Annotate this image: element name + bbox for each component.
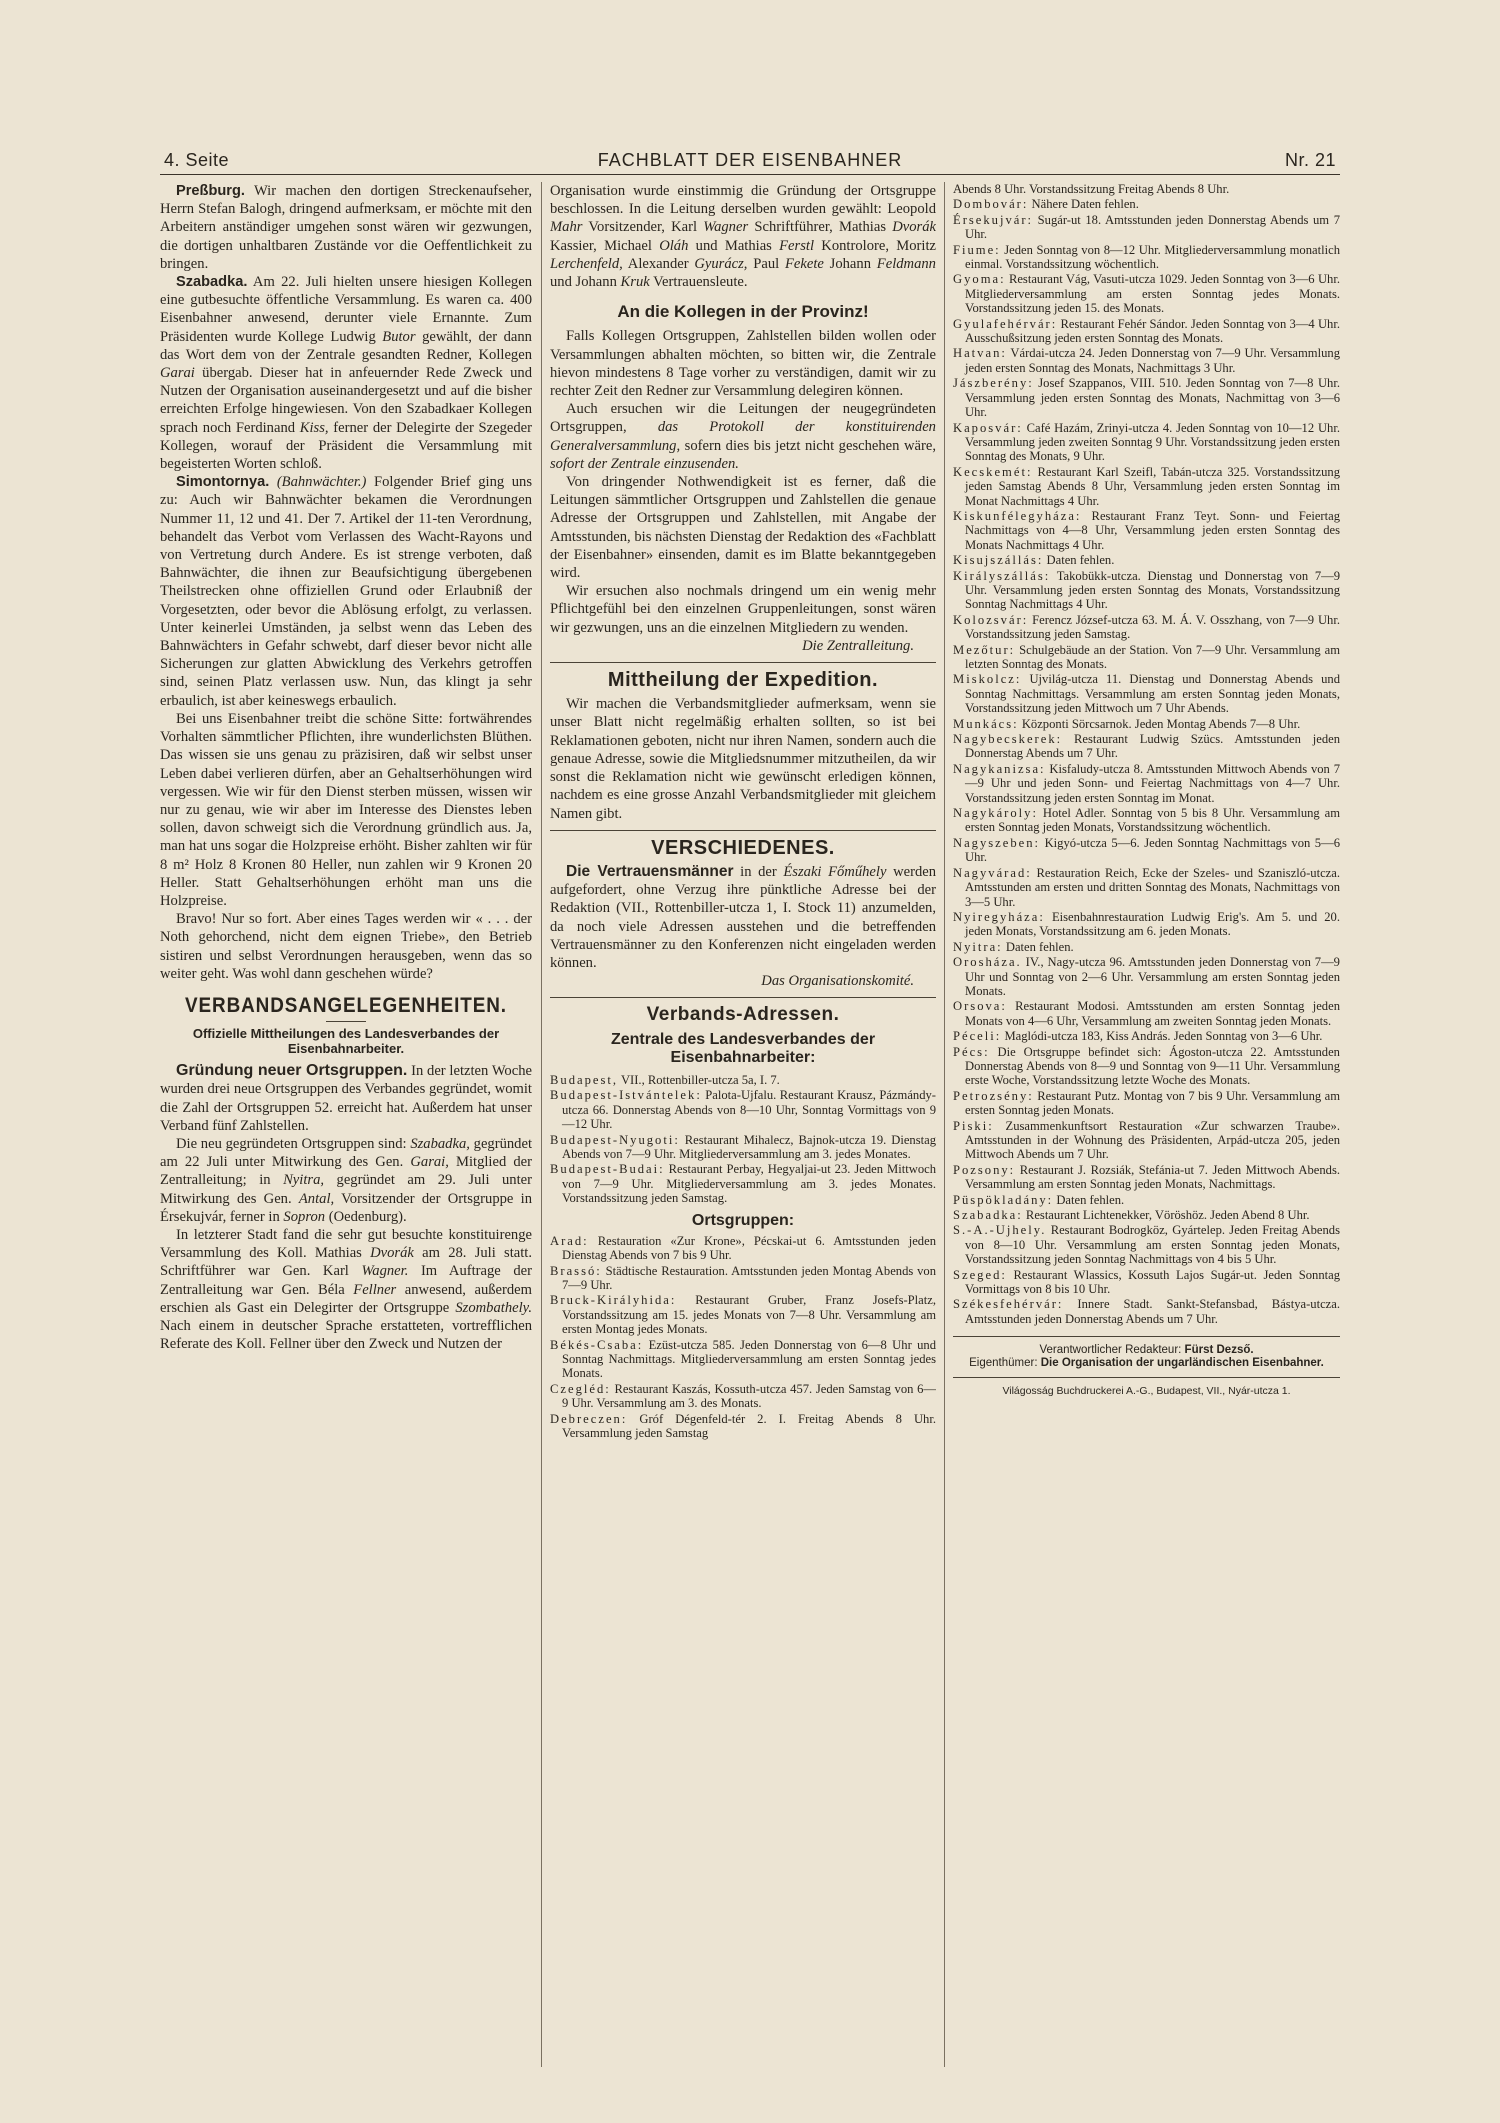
address-place: Kolozsvár: [953,612,1029,627]
divider [326,1021,366,1022]
address-entry [953,866,1340,909]
address-entry [953,732,1340,761]
address-entry [953,613,1340,642]
signature: Die Zentralleitung. [802,637,914,654]
address-entry [953,243,1340,272]
address-place: Debreczen: [550,1411,628,1426]
address-entry [953,672,1340,715]
address-details: Restaurant Ludwig Szücs. Amtsstunden jeden Donnerstag Abends um 7 Uhr. [965,732,1340,761]
address-entry [953,806,1340,835]
address-details: Restaurant Lichtenekker, Vöröshöz. Jeden Abend 8 Uhr. [1025,1208,1310,1223]
address-details: Eisenbahnrestauration Ludwig Erig's. Am 5. und 20. jeden Monats, Vorstandssitzung am 6. jeden Monats. [965,909,1340,939]
paragraph: Organisation wurde einstimmig die Gründung der Ortsgruppe beschlossen. In die Leitung derselben wurden gewählt: Leopold Mahr Vorsitzender, Karl Wagner Schriftführer, Mathias Dvorák Kassier, Michael Oláh und Mathias Ferstl Kontrolore, Moritz Lerchenfeld, Alexander Gyurácz, Paul Fekete Johann Feldmann und Johann Kruk Vertrauensleute. [550,183,936,291]
address-place: Brassó: [550,1263,602,1278]
address-place: Kaposvár: [953,420,1023,435]
address-place: Nyitra: [953,939,1003,954]
address-details: Restauration Reich, Ecke der Szeles- und Szaniszló-utcza. Amtsstunden am ersten und dritten Sonntag des Monats, Nachmittags von 3—5 Uhr. [965,865,1340,909]
address-entry [550,1338,936,1381]
section-title-verbandsangelegenheiten: VERBANDSANGELEGENHEITEN. [185,993,507,1017]
address-entry [953,465,1340,508]
address-place: Gyoma: [953,272,1006,287]
address-entry [953,182,1340,196]
address-entry [953,1029,1340,1043]
address-details: Kigyó-utcza 5—6. Jeden Sonntag Nachmittags von 5—6 Uhr. [965,835,1340,865]
address-entry [550,1073,936,1087]
paragraph: Bravo! Nur so fort. Aber eines Tages werden wir « . . . der Noth gehorchend, nicht dem eignen Triebe», den Betrieb sistiren und selbst Verordnungen herausgeben, wenn das so weiter geht. Was wohl dann geschehen würde? [160,911,532,982]
address-entry [953,1089,1340,1118]
address-place: Péceli: [953,1029,1002,1044]
address-details: Restaurant Fehér Sándor. Jeden Sonntag von 3—4 Uhr. Ausschußsitzung jeden ersten Sonntag des Monats. [965,316,1340,346]
address-place: Budapest-Nyugoti: [550,1132,680,1147]
address-entry [953,836,1340,865]
address-place: Petrozsény: [953,1088,1034,1103]
address-entry [953,272,1340,315]
address-details: Maglódi-utcza 183, Kiss András. Jeden Sonntag von 3—6 Uhr. [1004,1029,1323,1044]
address-entry [550,1412,936,1441]
divider [953,1377,1340,1378]
paragraph: Auch ersuchen wir die Leitungen der neugegründeten Ortsgruppen, das Protokoll der konstituirenden Generalversammlung, sofern dies bis jetzt nicht geschehen wäre, sofort der Zentrale einzusenden. [550,401,936,472]
address-details: Innere Stadt. Sankt-Stefansbad, Bástya-utcza. Amtsstunden jeden Donnerstag Abends um 7 Uhr. [965,1297,1340,1326]
address-place: Budapest-Budai: [550,1162,665,1177]
address-entry [953,421,1340,464]
address-entry [550,1293,936,1336]
address-place: Hatvan: [953,346,1007,361]
address-entry [953,940,1340,954]
address-entry [550,1264,936,1293]
paragraph: Falls Kollegen Ortsgruppen, Zahlstellen bilden wollen oder Versammlungen abhalten möchten, so bitten wir, die Zentrale hievon mindestens 8 Tage vorher zu verständigen, damit wir zu rechter Zeit den Redner zur Versammlung delegiren können. [550,328,936,400]
paragraph: Die Vertrauensmänner in der Északi Főműhely werden aufgefordert, ohne Verzug ihre pünktliche Adresse bei der Redaktion (VII., Rottenbiller-utcza 1, I. Stock 11) anzumelden, da noch viele Adressen ausstehen und die betreffenden Vertrauensmänner zu den Konferenzen nicht eingeladen werden können. [550,862,936,971]
address-details: Kisfaludy-utcza 8. Amtsstunden Mittwoch Abends von 7—9 Uhr und jeden Sonn- und Feiertag Nachmittags von 4—7 Uhr. Vorstandssitzung jeden ersten Sonntag im Monat. [965,761,1340,805]
address-entry [953,553,1340,567]
address-details: Städtische Restauration. Amtsstunden jeden Montag Abends von 7—9 Uhr. [562,1263,936,1293]
newspaper-page [160,140,1340,2080]
address-place: Kisujszállás: [953,553,1044,568]
address-details: Restaurant Putz. Montag von 7 bis 9 Uhr. Versammlung am ersten Sonntag jeden Monats. [965,1088,1340,1118]
address-details: Restaurant Bodrogköz, Gyártelep. Jeden Freitag Abends von 8—10 Uhr. Versammlung am ersten Sonntag jeden Monats, Vorstandssitzung jeden Sonntag Nachmittags von 4 bis 5 Uhr. [965,1223,1340,1267]
address-place: Békés-Csaba: [550,1337,644,1352]
editor-credit: Verantwortlicher Redakteur: Fürst Dezső. [1039,1344,1254,1357]
address-place: Munkács: [953,716,1019,731]
address-list-ortsgruppen [550,1234,936,1441]
column-divider [944,182,945,2067]
address-details: Ferencz József-utcza 63. M. Á. V. Osszhang, von 7—9 Uhr. Vorstandssitzung jeden Samstag. [965,612,1340,642]
address-place: Czegléd: [550,1381,611,1396]
page-number: 4. Seite [164,150,230,170]
address-place: Érsekujvár: [953,212,1034,227]
address-place: Jászberény: [953,376,1034,391]
address-details: Restaurant Karl Szeifl, Tabán-utcza 325. Vorstandssitzung jeden Samstag Abends 8 Uhr, Versammlung jeden ersten Sonntag im Monat Nachmittags 4 Uhr. [965,464,1340,508]
paragraph: Die neu gegründeten Ortsgruppen sind: Szabadka, gegründet am 22 Juli unter Mitwirkung des Gen. Garai, Mitglied der Zentralleitung; in Nyitra, gegründet am 29. Juli unter Mitwirkung des Gen. Antal, Vorsitzender der Ortsgruppe in Érsekujvár, ferner in Sopron (Oedenburg). [160,1135,532,1225]
address-entry [953,509,1340,552]
divider [550,662,936,663]
address-details: Jeden Sonntag von 8—12 Uhr. Mitgliederversammlung monatlich einmal. Vorstandssitzung wöchentlich. [965,242,1340,272]
owner-credit: Eigenthümer: Die Organisation der ungarländischen Eisenbahner. [969,1357,1324,1370]
address-entry [953,1193,1340,1207]
address-place: Szabadka: [953,1208,1023,1223]
address-details: Várdai-utcza 24. Jeden Donnerstag von 7—9 Uhr. Versammlung jeden ersten Sonntag des Monats, Nachmittags 3 Uhr. [965,346,1340,375]
address-entry [953,1045,1340,1088]
address-details: Takobükk-utcza. Dienstag und Donnerstag von 7—9 Uhr. Versammlung jeden ersten Sonntag des Monats, Vorstandssitzung Sonntag Nachmittags 4 Uhr. [965,568,1340,612]
printer-credit: Világosság Buchdruckerei A.-G., Budapest, VII., Nyár-utcza 1. [1002,1385,1291,1398]
address-entry [953,955,1340,998]
paragraph: Von dringender Nothwendigkeit ist es ferner, daß die Leitungen sämmtlicher Ortsgruppen und Zahlstellen die genaue Adresse der Ortsgruppen und Zahlstellen, mit Angabe der Amtsstunden, bis nächsten Dienstag der Redaktion des «Fachblatt der Eisenbahner» einsenden, damit es im Blatte bekanntgegeben wird. [550,474,936,582]
address-place: Gyulafehérvár: [953,316,1058,331]
paragraph: Bei uns Eisenbahner treibt die schöne Sitte: fortwährendes Vorhalten sämmtlicher Pflichten, ihre wunderlichsten Blüthen. Das wissen sie uns genau zu präzisiren, daß wir selbst unser Leben dabei verlieren dürfen, aber an Gehaltserhöhungen wird vergessen. Wie wir für den Dienst sterben müssen, wissen wir nur zu genau, wie wir aber im Interesse des Dienstes leben sollen, davon schweigt sich die Verordnung gründlich aus. Ja, man hat uns sogar die Holzpreise erhöht. Bisher zahlten wir für 8 m² Holz 8 Kronen 80 Heller, nun zahlen wir 9 Kronen 20 Heller. Statt Gehaltserhöhungen erhöht man uns die Holzpreise. [160,710,532,909]
address-place: Nagyszeben: [953,835,1041,850]
address-place: Mezőtur: [953,642,1016,657]
address-details: Központi Sörcsarnok. Jeden Montag Abends 7—8 Uhr. [1021,716,1301,731]
divider [953,1336,1340,1337]
subsection-title-ortsgruppen: Ortsgruppen: [691,1211,795,1229]
address-entry [953,376,1340,419]
address-entry [953,317,1340,346]
subsection-title-zentrale: Zentrale des Landesverbandes der Eisenbahnarbeiter: [610,1030,876,1066]
section-subtitle: Offizielle Mittheilungen des Landesverbandes der Eisenbahnarbeiter. [192,1026,500,1057]
article-szabadka: Szabadka. Am 22. Juli hielten unsere hiesigen Kollegen eine gutbesuchte öffentliche Versammlung. Es waren ca. 400 Eisenbahner anwesend, derunter viele Ernannte. Zum Präsidenten wurde Kollege Ludwig Butor gewählt, der dann das Wort dem von der Zentrale gesandten Redner, Kollegen Garai übergab. Dieser hat in anfeuernder Rede Zweck und Nutzen der Organisation auseinandergesetzt und auf die bisher erreichten Erfolge hingewiesen. Von den Szabadkaer Kollegen sprach noch Ferdinand Kiss, ferner der Delegirte der Szegeder Kollegen, worauf der Präsident die Versammlung mit begeisterten Worten schloß. [160,274,532,473]
section-title-provinz: An die Kollegen in der Provinz! [617,302,869,322]
address-details: IV., Nagy-utcza 96. Amtsstunden jeden Donnerstag von 7—9 Uhr und Sonntag von 2—6 Uhr. Versammlung am ersten Sonntag jeden Monats. [965,955,1340,998]
article-gruendung: Gründung neuer Ortsgruppen. In der letzten Woche wurden drei neue Ortsgruppen des Verbandes gegründet, womit die Zahl der Ortsgruppen 52. erreicht hat. Außerdem hat unser Verband fünf Zahlstellen. [160,1062,532,1134]
address-details: Restaurant Perbay, Hegyaljai-ut 23. Jeden Mittwoch von 7—9 Uhr. Mitgliederversammlung am 3. jedes Monates. Vorstandssitzung jeden Samstag. [562,1162,936,1206]
paragraph: In letzterer Stadt fand die sehr gut besuchte konstituirenge Versammlung des Koll. Mathias Dvorák am 28. Juli statt. Schriftführer war Gen. Karl Wagner. Im Auftrage der Zentralleitung war Gen. Béla Fellner anwesend, außerdem erschien als Gast ein Delegirter der Ortsgruppe Szombathely. Nach einem in deutscher Sprache erstatteten, vortrefflichen Referate des Koll. Fellner über den Zweck und Nutzen der [160,1226,532,1353]
address-details: Restauration «Zur Krone», Pécskai-ut 6. Amtsstunden jeden Dienstag Abends von 7 bis 9 Uhr. [562,1233,936,1263]
section-title-verschiedenes: VERSCHIEDENES. [651,836,835,859]
address-place: S.-A.-Ujhely. [953,1223,1047,1238]
address-place: Orosháza. [953,955,1022,970]
address-entry [953,213,1340,242]
address-place: Dombovár: [953,197,1029,212]
divider [550,997,936,998]
address-details: Abends 8 Uhr. Vorstandssitzung Freitag Abends 8 Uhr. [953,182,1230,196]
address-entry [953,999,1340,1028]
address-place: Budapest-Istvántelek: [550,1088,702,1103]
address-details: Café Hazám, Zrinyi-utcza 4. Jeden Sonntag von 10—12 Uhr. Versammlung jeden zweiten Sonntag 9 Uhr. Vorstandssitzung jeden ersten Sonntag des Monats, 9 Uhr. [965,420,1340,464]
address-entry [953,1119,1340,1162]
address-entry [953,569,1340,612]
address-place: Püspökladány: [953,1192,1054,1207]
address-place: Pécs: [953,1044,990,1059]
address-place: Pozsony: [953,1162,1016,1177]
address-details: Die Ortsgruppe befindet sich: Ágoston-utcza 22. Amtsstunden Donnerstag Abends von 8—9 und Sonntag von 9—11 Uhr. Versammlung erste Woche, Vorstandssitzung letzte Woche des Monats. [965,1044,1340,1088]
address-entry [550,1234,936,1263]
address-place: Nagykároly: [953,806,1038,821]
address-place: Nyiregyháza: [953,909,1045,924]
address-entry [953,1268,1340,1297]
address-place: Piski: [953,1118,994,1133]
divider [550,830,936,831]
address-details: Ujvilág-utcza 11. Dienstag und Donnerstag Abends und Sonntag Nachmittags. Versammlung am ersten Sonntag jeden Monats, Vorstandssitzung jeden Mittwoch um 7 Uhr Abends. [965,672,1340,716]
section-title-adressen: Verbands-Adressen. [646,1004,840,1026]
address-details: VII., Rottenbiller-utcza 5a, I. 7. [620,1072,780,1087]
address-entry [953,762,1340,805]
address-place: Arad: [550,1233,589,1248]
publication-title: FACHBLATT DER EISENBAHNER [597,150,903,170]
address-details: Restaurant Modosi. Amtsstunden am ersten Sonntag jeden Monats von 4—6 Uhr, Versammlung am zweiten Sonntag jeden Monats. [965,999,1340,1028]
signature: Das Organisationskomité. [761,973,914,990]
paragraph: Wir machen die Verbandsmitglieder aufmerksam, wenn sie unser Blatt nicht regelmäßig erhalten sollten, so ist bei Reklamationen geboten, nicht nur ihren Namen, sondern auch die genaue Adresse, sowie die Mitgliedsnummer mitzutheilen, da wir sonst die Reklamation nicht wie gewünscht erledigen können, nachdem es eine grosse Anzahl Verbandsmitglieder mit gleichem Namen gibt. [550,696,936,822]
address-entry [550,1162,936,1205]
address-place: Kiskunfélegyháza: [953,508,1082,523]
address-entry [953,1297,1340,1326]
column-3 [953,182,1340,2072]
address-entry [953,1223,1340,1266]
address-place: Székesfehérvár: [953,1297,1064,1312]
issue-number: Nr. 21 [1284,150,1336,170]
section-title-expedition: Mittheilung der Expedition. [607,669,879,692]
address-details: Zusammenkunftsort Restauration «Zur schwarzen Traube». Amtsstunden in der Wohnung des Präsidenten, Arpád-utcza 205, jeden Mittwoch Abends um 7 Uhr. [965,1118,1340,1162]
address-list-zentrale [550,1073,936,1206]
address-place: Nagyvárad: [953,865,1032,880]
page-header [160,148,1340,175]
address-entry [953,1208,1340,1222]
address-details: Restaurant J. Rozsiák, Stefánia-ut 7. Jeden Mittwoch Abends. Versammlung am ersten Sonntag jeden Monats, Nachmittags. [965,1162,1340,1192]
address-place: Fiume: [953,242,1001,257]
address-details: Restaurant Wlassics, Kossuth Lajos Sugár-ut. Jeden Sonntag Vormittags von 8 bis 10 Uhr. [965,1267,1340,1297]
column-divider [541,182,542,2067]
address-entry [953,717,1340,731]
address-entry [953,1163,1340,1192]
address-place: Budapest, [550,1072,619,1087]
address-place: Szeged: [953,1267,1007,1282]
address-details: Restaurant Franz Teyt. Sonn- und Feiertag Nachmittags von 4—8 Uhr, Versammlung jeden ersten Sonntag des Monats Nachmittags 4 Uhr. [965,508,1340,552]
address-details: Daten fehlen. [1046,553,1115,568]
address-details: Daten fehlen. [1005,939,1074,954]
address-entry [550,1133,936,1162]
address-place: Miskolcz: [953,672,1022,687]
address-details: Restaurant Mihalecz, Bajnok-utcza 19. Dienstag Abends von 7—9 Uhr. Mitgliederversammlung am 3. jedes Monates. [562,1132,936,1161]
address-place: Orsova: [953,999,1007,1014]
address-details: Gróf Dégenfeld-tér 2. I. Freitag Abends 8 Uhr. Versammlung jeden Samstag [562,1411,936,1441]
address-details: Schulgebäude an der Station. Von 7—9 Uhr. Versammlung am letzten Sonntag des Monats. [965,642,1340,671]
address-details: Palota-Ujfalu. Restaurant Krausz, Pázmándy-utcza 66. Donnerstag Abends von 8—10 Uhr, Sonntag Vormittags von 9—12 Uhr. [562,1088,936,1132]
address-place: Nagykanizsa: [953,761,1046,776]
address-place: Kecskemét: [953,464,1033,479]
address-place: Királyszállás: [953,568,1051,583]
address-entry [953,910,1340,939]
column-2 [550,182,936,2072]
address-details: Hotel Adler. Sonntag von 5 bis 8 Uhr. Versammlung am ersten Sonntag jeden Monats, Vorstandssitzung wöchentlich. [965,806,1340,835]
address-entry [953,346,1340,375]
address-details: Josef Szappanos, VIII. 510. Jeden Sonntag von 7—8 Uhr. Versammlung jeden ersten Sonntag des Monats, Nachmittag von 3—6 Uhr. [965,376,1340,420]
address-details: Restaurant Kaszás, Kossuth-utcza 457. Jeden Samstag von 6—9 Uhr. Versammlung am 3. des Monats. [562,1381,936,1411]
address-details: Daten fehlen. [1056,1192,1125,1207]
article-simontornya: Simontornya. (Bahnwächter.) Folgender Brief ging uns zu: Auch wir Bahnwächter bekamen die Verordnungen Nummer 11, 12 und 41. Der 7. Artikel der 11-ten Verordnung, behandelt das Verbot vom Verlassen des Wacht-Rayons und von Vertretung durch Andere. Es ist strenge verboten, daß Bahnwächter, die ihnen zur Beaufsichtigung übergebenen Theilstrecken ohne offiziellen Grund oder Erlaubniß der Vorgesetzten, oder bevor die Ablösung erfolgt, zu verlassen. Unter keinerlei Umständen, ja selbst wenn das Leben des Bahnwächters in Gefahr schwebt, darf dieser bevor nicht alle Sicherungen zur glatten Abwicklung des Verkehrs getroffen sind, seinen Platz verlassen usw. Nun, das klingt ja sehr erbaulich, ist aber keineswegs erbaulich. [160,474,532,709]
address-entry [953,643,1340,672]
address-details: Restaurant Vág, Vasuti-utcza 1029. Jeden Sonntag von 3—6 Uhr. Mitgliederversammlung am ersten Sonntag jedes Monats. Vorstandssitzung jeden 15. des Monats. [965,272,1340,316]
address-list-ortsgruppen-continued [953,182,1340,1326]
paragraph: Wir ersuchen also nochmals dringend um ein wenig mehr Pflichtgefühl bei den einzelnen Gruppenleitungen, sonst wären wir gezwungen, uns an die einzelnen Mitgliedern zu wenden. [550,583,936,636]
address-details: Ezüst-utcza 585. Jeden Donnerstag von 6—8 Uhr und Sonntag Nachmittags. Mitgliederversammlung am ersten Sonntag jedes Monats. [562,1337,936,1381]
address-details: Nähere Daten fehlen. [1031,197,1139,212]
address-place: Nagybecskerek: [953,732,1063,747]
article-pressburg: Preßburg. Wir machen den dortigen Streckenaufseher, Herrn Stefan Balogh, dringend aufmerksam, er möchte mit den Arbeitern anständiger umgehen sonst wären wir gezwungen, die dortigen unhaltbaren Zustände vor die Oeffentlichkeit zu bringen. [160,183,532,272]
address-entry [550,1088,936,1131]
column-1 [160,182,532,2072]
address-details: Restaurant Gruber, Franz Josefs-Platz, Vorstandssitzung am 15. jedes Monats von 7—8 Uhr. Versammlung am ersten Montag jedes Monats. [562,1293,936,1337]
address-place: Bruck-Királyhida: [550,1293,677,1308]
address-entry [953,197,1340,211]
address-entry [550,1382,936,1411]
address-details: Sugár-ut 18. Amtsstunden jeden Donnerstag Abends um 7 Uhr. [965,212,1340,242]
